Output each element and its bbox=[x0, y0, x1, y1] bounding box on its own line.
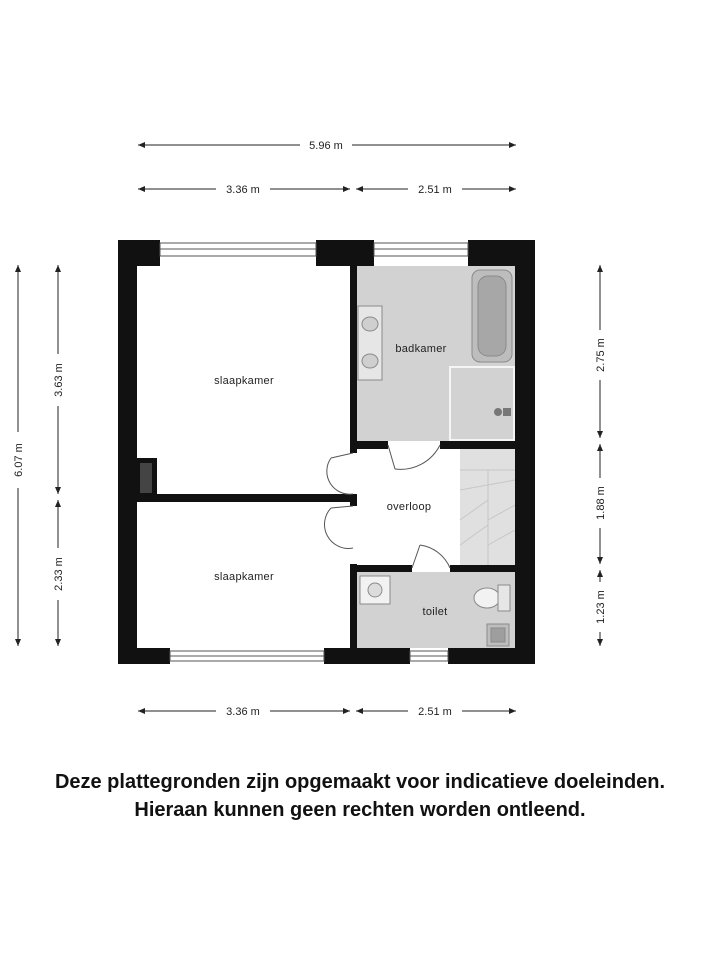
dimension-label: 3.63 m bbox=[53, 363, 65, 397]
dimension-right-bottom bbox=[595, 570, 607, 646]
dimension-label: 2.75 m bbox=[595, 338, 607, 372]
dimension-label: 2.51 m bbox=[418, 706, 452, 718]
dimension-label: 1.23 m bbox=[595, 590, 607, 624]
room-label-bathroom: badkamer bbox=[395, 343, 447, 355]
dimension-left-upper bbox=[53, 265, 65, 494]
dimension-left-lower bbox=[53, 500, 65, 646]
dimension-label: 6.07 m bbox=[13, 443, 25, 477]
disclaimer-line-2: Hieraan kunnen geen rechten worden ontleend. bbox=[134, 799, 586, 821]
dimension-top-total bbox=[138, 140, 516, 152]
dimension-label: 1.88 m bbox=[595, 486, 607, 520]
disclaimer-line-1: Deze plattegronden zijn opgemaakt voor indicatieve doeleinden. bbox=[54, 771, 666, 793]
room-label-landing: overloop bbox=[386, 501, 432, 513]
floors bbox=[137, 266, 515, 648]
dimension-right-middle bbox=[595, 444, 607, 564]
dimension-left-total bbox=[13, 265, 25, 646]
dimension-bottom-left bbox=[138, 706, 350, 718]
room-label-bedroom-top: slaapkamer bbox=[214, 375, 274, 387]
dimension-label: 3.36 m bbox=[226, 706, 260, 718]
room-label-bedroom-bottom: slaapkamer bbox=[214, 571, 274, 583]
dimension-top-left bbox=[138, 184, 350, 196]
dimension-right-top bbox=[595, 265, 607, 438]
dimension-top-right bbox=[356, 184, 516, 196]
dimension-label: 5.96 m bbox=[309, 140, 343, 152]
dimension-label: 2.33 m bbox=[53, 557, 65, 591]
toilet-bowl bbox=[474, 588, 500, 608]
dimension-bottom-right bbox=[356, 706, 516, 718]
dimension-label: 2.51 m bbox=[418, 184, 452, 196]
dimension-label: 3.36 m bbox=[226, 184, 260, 196]
room-label-toilet: toilet bbox=[422, 606, 448, 618]
chimney bbox=[140, 463, 152, 493]
